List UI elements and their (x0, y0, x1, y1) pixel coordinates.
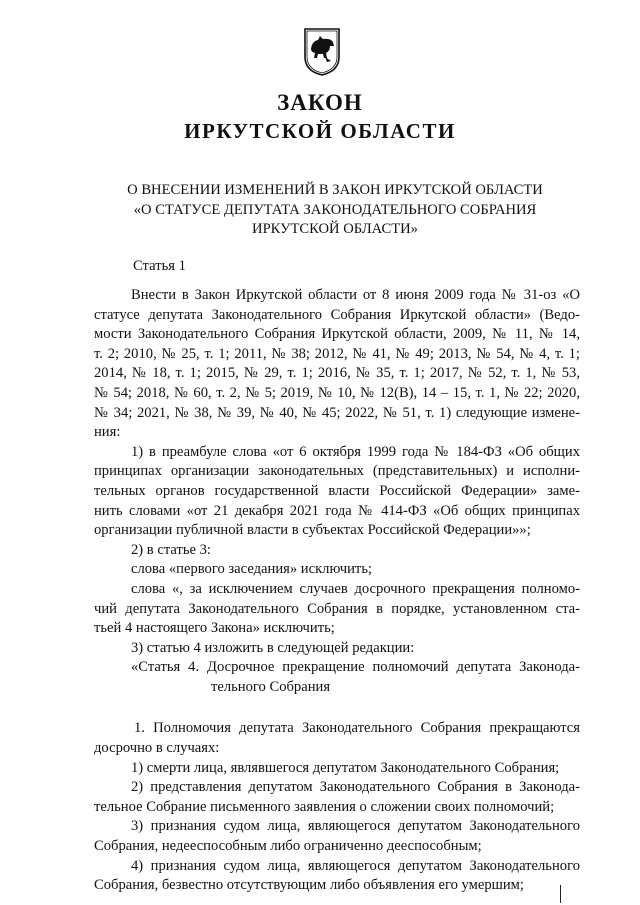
text-line: 4) признания судом лица, являющегося депутатом Законодательного (131, 857, 580, 874)
text-line: тьей 4 настоящего Закона» исключить; (94, 620, 335, 637)
text-line: тельных органов государственной власти Российской Федерации» заме- (94, 482, 580, 499)
text-line: слова «, за исключением случаев досрочного прекращения полномо- (131, 580, 580, 597)
spacer (94, 697, 580, 719)
document-title: ЗАКОН (277, 90, 363, 115)
document-title-region: ИРКУТСКОЙ ОБЛАСТИ (184, 119, 456, 143)
law-subject-heading (100, 181, 570, 240)
text-line: 1) смерти лица, являвшегося депутатом Законодательного Собрания; (131, 759, 560, 776)
article-body (94, 286, 580, 896)
text-line: т. 2; 2010, № 25, т. 1; 2011, № 38; 2012, № 41, № 49; 2013, № 54, № 4, т. 1; (94, 345, 580, 362)
subject-line: «О СТАТУСЕ ДЕПУТАТА ЗАКОНОДАТЕЛЬНОГО СОБРАНИЯ (133, 201, 537, 218)
text-line: ния: (94, 424, 121, 441)
page-marker (560, 885, 561, 903)
text-line: Собрания, безвестно отсутствующим либо объявления его умершим; (94, 877, 524, 894)
irkutsk-coat-of-arms-icon (303, 27, 341, 77)
text-line: слова «первого заседания» исключить; (131, 561, 373, 578)
text-line: № 34; 2021, № 38, № 39, № 40, № 45; 2022, № 51, т. 1) следующие измене- (94, 404, 580, 421)
text-line: Собрания, недееспособным либо ограниченно дееспособным; (94, 838, 482, 855)
text-line: тельного Собрания (211, 678, 331, 695)
text-line: чий депутата Законодательного Собрания в порядке, установленном ста- (94, 600, 580, 617)
text-line: статусе депутата Законодательного Собрания Иркутской области» (Ведо- (94, 306, 580, 323)
text-line: тельное Собрание письменного заявления о сложении своих полномочий; (94, 798, 555, 815)
text-line: организации публичной власти в субъектах Российской Федерации»»; (94, 522, 531, 539)
text-line: № 54; 2018, № 60, т. 2, № 5; 2019, № 10, № 12(В), 14 – 15, т. 1, № 22; 2020, (94, 384, 580, 401)
text-line: 2) представления депутатом Законодательного Собрания в Законода- (131, 779, 580, 796)
text-line: мости Законодательного Собрания Иркутской области, 2009, № 11, № 14, (94, 326, 580, 343)
text-line: 2) в статье 3: (131, 541, 211, 558)
text-line: Внести в Закон Иркутской области от 8 июня 2009 года № 31-оз «О (131, 287, 580, 303)
subject-line: ИРКУТСКОЙ ОБЛАСТИ» (252, 221, 418, 237)
article-heading: Статья 1 (133, 258, 186, 274)
text-line: 3) признания судом лица, являющегося депутатом Законодательного (131, 818, 580, 835)
subject-line: О ВНЕСЕНИИ ИЗМЕНЕНИЙ В ЗАКОН ИРКУТСКОЙ ОБЛАСТИ (127, 182, 543, 198)
text-line: принципах организации законодательных (представительных) и исполни- (94, 463, 580, 480)
text-line: нить словами «от 21 декабря 2021 года № 414-ФЗ «Об общих принципах (94, 502, 580, 519)
text-line: досрочно в случаях: (94, 740, 220, 757)
text-line: «Статья 4. Досрочное прекращение полномочий депутата Законода- (131, 659, 580, 676)
text-line: 1) в преамбуле слова «от 6 октября 1999 года № 184-ФЗ «Об общих (131, 443, 580, 460)
text-line: 3) статью 4 изложить в следующей редакции: (131, 639, 415, 656)
text-line: 1. Полномочия депутата Законодательного Собрания прекращаются (134, 720, 580, 737)
text-line: 2014, № 18, т. 1; 2015, № 29, т. 1; 2016, № 35, т. 1; 2017, № 52, т. 1, № 53, (94, 365, 580, 382)
